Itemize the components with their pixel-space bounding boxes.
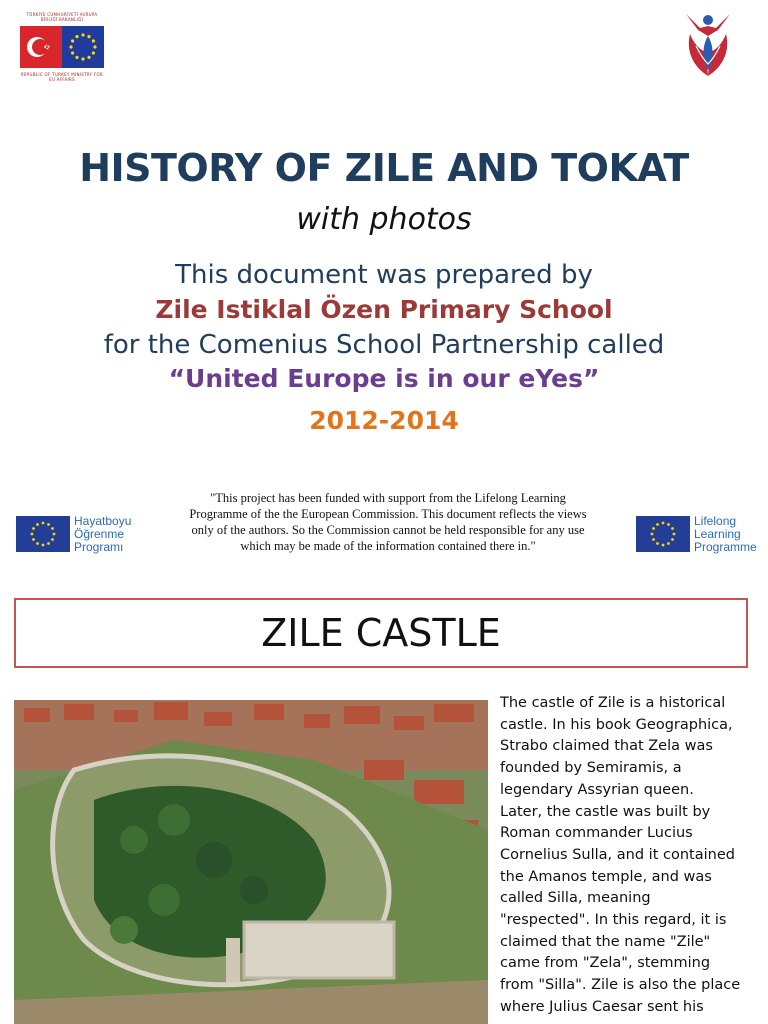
- partnership-line: for the Comenius School Partnership called: [103, 330, 665, 360]
- castle-description: The castle of Zile is a historical castle. In his book Geographica, Strabo claimed that Zela was founded by Semiramis, a legendary Assyrian queen. Later, the castle was built by Roman commander Lucius Cornelius Sulla, and it contained the Amanos temple, and was called Silla, meaning "respected". In this regard, it is claimed that the name "Zile" came from "Zela", stemming from "Silla". Zile is also the place where Julius Caesar sent his: [500, 695, 741, 1015]
- ministry-caption-bottom: REPUBLIC OF TURKEY MINISTRY FOR EU AFFAIRS: [20, 72, 104, 82]
- turkey-ministry-logo: [18, 12, 106, 80]
- hayatboyu-logo: [16, 513, 136, 555]
- funding-disclaimer: "This project has been funded with support from the Lifelong Learning Programme of the the European Commission. This document reflects the views only of the authors. So the Commission cannot be held responsible for any use which may be made of the information contained there in.": [189, 491, 587, 553]
- tulip-figure-icon: [682, 6, 734, 78]
- lifelong-learning-logo: [636, 513, 756, 555]
- document-subtitle: with photos: [296, 202, 472, 237]
- document-title: HISTORY OF ZILE AND TOKAT: [79, 146, 689, 190]
- section-title: ZILE CASTLE: [261, 611, 501, 655]
- prepared-by-line: This document was prepared by: [175, 260, 593, 290]
- eu-flag-icon: [16, 516, 70, 552]
- project-years: 2012-2014: [309, 406, 459, 435]
- hayatboyu-label: Hayatboyu Öğrenme Programı: [74, 513, 132, 554]
- project-name: “United Europe is in our eYes”: [168, 364, 600, 393]
- ministry-caption-top: TÜRKİYE CUMHURİYETİ AVRUPA BİRLİĞİ BAKANLIĞI: [26, 12, 98, 22]
- section-header-box: [14, 598, 748, 668]
- castle-aerial-photo: [14, 700, 488, 1024]
- eu-flag-icon: [636, 516, 690, 552]
- school-name: Zile Istiklal Özen Primary School: [155, 295, 613, 324]
- lifelong-learning-label: Lifelong Learning Programme: [694, 513, 757, 554]
- turkey-eu-flags-icon: [20, 26, 104, 68]
